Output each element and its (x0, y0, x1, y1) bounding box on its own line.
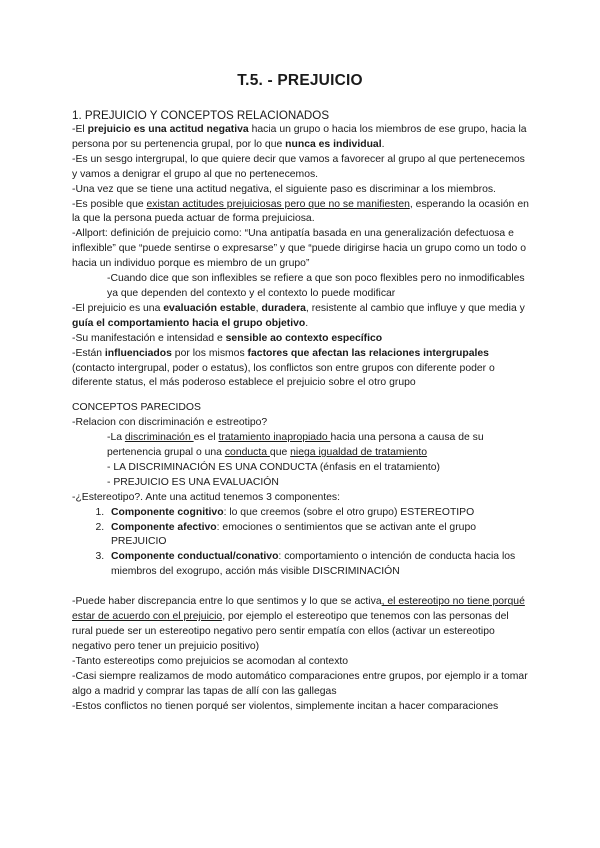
list-item: 1. Componente cognitivo: lo que creemos (sobre el otro grupo) ESTEREOTIPO (107, 506, 532, 521)
section-heading: 1. PREJUICIO Y CONCEPTOS RELACIONADOS (72, 109, 330, 122)
section-heading: CONCEPTOS PARECIDOS (72, 402, 201, 414)
paragraph: - LA DISCRIMINACIÓN ES UNA CONDUCTA (énfasis en el tratamiento) (107, 461, 440, 473)
paragraph: -Estos conflictos no tienen porqué ser violentos, simplemente incitan a hacer comparaciones (72, 700, 499, 712)
paragraph: -Es un sesgo intergrupal, lo que quiere decir que vamos a favorecer al grupo al que pertenecemos y vamos a denigrar el grupo al que no pertenecemos. (72, 153, 525, 180)
indented-note (72, 272, 532, 302)
paragraph: -La discriminación es el tratamiento inapropiado hacia una persona a causa de su pertenencia grupal o una conducta que niega igualdad de tratamiento (107, 432, 484, 459)
paragraph: -Su manifestación e intensidad e sensible ao contexto específico (72, 332, 383, 344)
paragraph: -Una vez que se tiene una actitud negativa, el siguiente paso es discriminar a los miembros. (72, 183, 496, 195)
paragraph: -Puede haber discrepancia entre lo que sentimos y lo que se activa, el estereotipo no tiene porqué estar de acuerdo con el prejuicio, por ejemplo el estereotipo que tenemos con las personas del rural puede ser un estereotipo negativo pero sentir empatía con ellos (activar un estereotipo negativo pero tener un prejuicio positivo) (72, 596, 525, 652)
paragraph: -Es posible que existan actitudes prejuiciosas pero que no se manifiesten, esperando la ocasión en la que la persona pueda actuar de forma prejuiciosa. (72, 198, 529, 225)
paragraph: -Están influenciados por los mismos factores que afectan las relaciones intergrupales (contacto intergrupal, poder o estatus), los conflictos son entre grupos con diferente poder o diferente status, el más poderoso establece el prejuicio sobre el otro grupo (72, 347, 495, 389)
paragraph: -Cuando dice que son inflexibles se refiere a que son poco flexibles pero no inmodificables ya que dependen del contexto y el contexto lo puede modificar (107, 273, 525, 299)
paragraph: -¿Estereotipo?. Ante una actitud tenemos 3 componentes: (72, 491, 341, 503)
paragraph: -Casi siempre realizamos de modo automático comparaciones entre grupos, por ejemplo ir a tomar algo a madrid y comprar las tapas de allí con las gallegas (72, 670, 528, 697)
paragraph: -Tanto estereotips como prejuicios se acomodan al contexto (72, 655, 349, 667)
paragraph: -Relacion con discriminación e estreotipo? (72, 417, 268, 429)
paragraph: -El prejuicio es una actitud negativa hacia un grupo o hacia los miembros de ese grupo, hacia la persona por su pertenencia grupal, por lo que nunca es individual. (72, 124, 527, 150)
components-list (72, 506, 532, 581)
paragraph: -El prejuicio es una evaluación estable, duradera, resistente al cambio que influye y que media y guía el comportamiento hacia el grupo objetivo. (72, 302, 525, 329)
indented-block (72, 431, 532, 491)
spacer (72, 580, 532, 595)
paragraph: - PREJUICIO ES UNA EVALUACIÓN (107, 476, 279, 488)
list-item: 2. Componente afectivo: emociones o sentimientos que se activan ante el grupo PREJUICIO (107, 521, 532, 551)
paragraph: -Allport: definición de prejuicio como: “Una antipatía basada en una generalización defectuosa e inflexible” que “puede sentirse o expresarse” y que “puede dirigirse hacia un grupo como un todo o hacia un individuo porque es miembro de un grupo” (72, 228, 526, 270)
page-title: T.5. - PREJUICIO (237, 72, 363, 89)
document-body (72, 108, 532, 714)
list-item: 3. Componente conductual/conativo: comportamiento o intención de conducta hacia los miembros del exogrupo, acción más visible DISCRIMINACIÓN (107, 550, 532, 580)
